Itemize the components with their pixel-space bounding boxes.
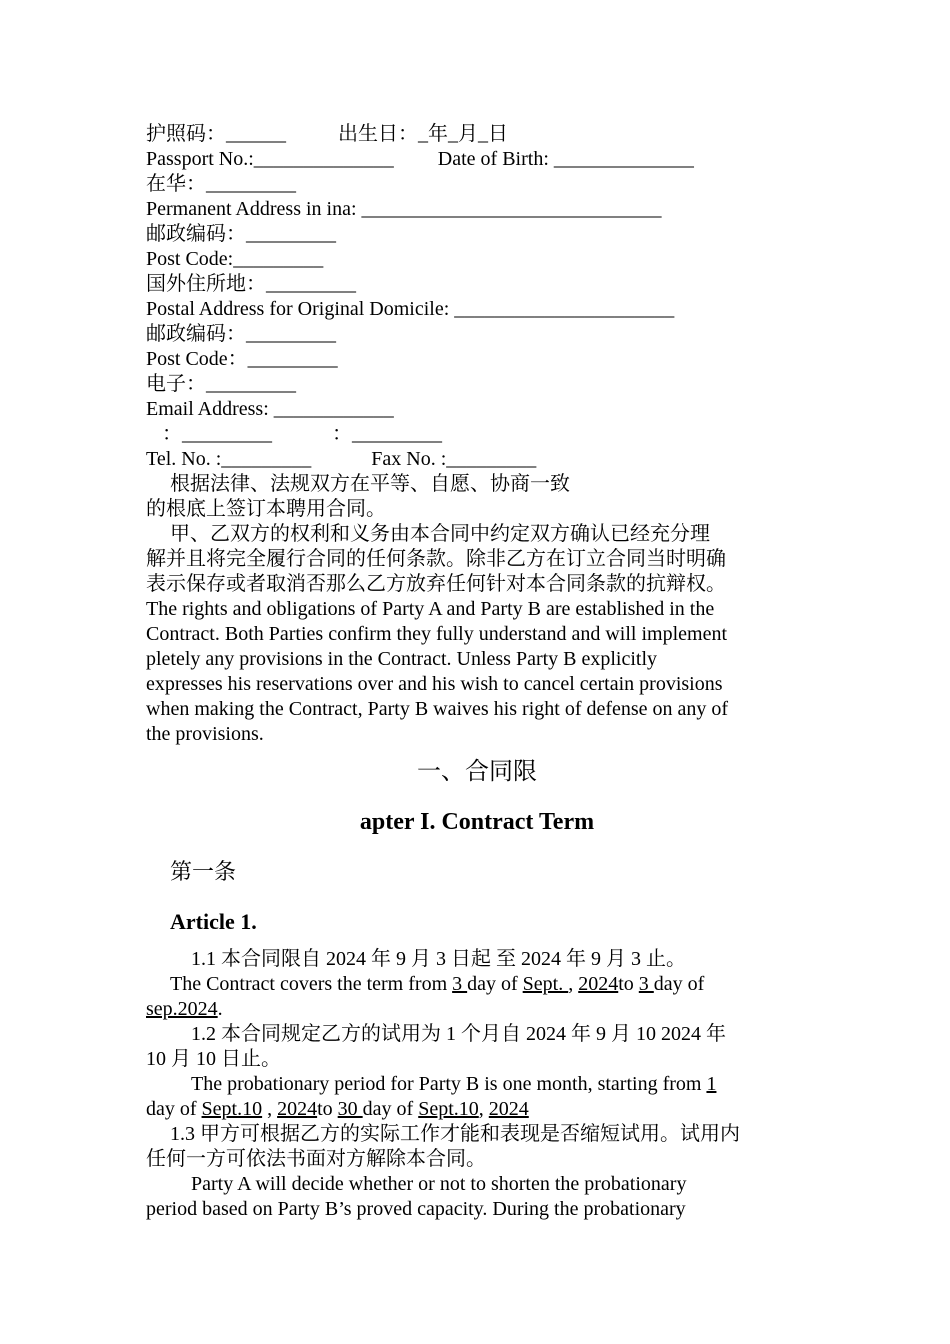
tel-cn-field: ：_________ bbox=[162, 423, 272, 445]
passport-birth-cn-row bbox=[146, 122, 808, 147]
intro-cn-1-line-2: 的根底上签订本聘用合同。 bbox=[146, 498, 386, 520]
birth-cn-field: 出生日：_年_月_日 bbox=[338, 123, 508, 145]
article-title-cn: 第一条 bbox=[170, 859, 237, 884]
clause-1-1-cn: 1.1 本合同限自 2024 年 9 月 3 日起 至 2024 年 9 月 3 止。 bbox=[191, 948, 686, 970]
in-china-cn-field: 在华：_________ bbox=[146, 173, 296, 195]
clause-text: , bbox=[478, 1098, 489, 1120]
birth-en-field: Date of Birth: ______________ bbox=[437, 148, 694, 170]
postcode-cn-field-2: 邮政编码：_________ bbox=[146, 323, 336, 345]
clause-text: to bbox=[317, 1098, 338, 1120]
postcode-en-field-2: Post Code：_________ bbox=[146, 348, 338, 370]
tel-fax-en-row bbox=[146, 447, 808, 472]
probation-start-month-value: Sept.10 bbox=[201, 1098, 263, 1120]
chapter-title-cn: 一、合同限 bbox=[417, 759, 537, 785]
postcode-cn-field-1: 邮政编码：_________ bbox=[146, 223, 336, 245]
intro-en-line-2: Contract. Both Parties confirm they fully understand and will implement bbox=[146, 623, 727, 645]
intro-en-line-6: the provisions. bbox=[146, 723, 264, 745]
start-year-value: 2024 bbox=[578, 973, 619, 995]
postal-address-en-field: Postal Address for Original Domicile: ______________________ bbox=[146, 298, 675, 320]
start-day-value: 3 bbox=[452, 973, 468, 995]
clause-1-3-cn-line-1: 1.3 甲方可根据乙方的实际工作才能和表现是否缩短试用。试用内 bbox=[170, 1123, 740, 1145]
clause-text: day of bbox=[146, 1098, 202, 1120]
clause-1-2-cn-line-2: 10 月 10 日止。 bbox=[146, 1048, 281, 1070]
clause-1-1-en-line-1 bbox=[146, 972, 808, 997]
intro-cn-1-line-1: 根据法律、法规双方在平等、自愿、协商一致 bbox=[170, 473, 570, 495]
passport-en-field: Passport No.:______________ bbox=[146, 148, 394, 170]
clause-text: to bbox=[618, 973, 639, 995]
clause-1-3-en-line-1: Party A will decide whether or not to shorten the probationary bbox=[191, 1173, 687, 1195]
clause-1-2-en-line-2 bbox=[146, 1097, 808, 1122]
article-title-en: Article 1. bbox=[170, 909, 257, 934]
clause-1-1-en-line-2 bbox=[146, 997, 808, 1022]
clause-text: day of bbox=[653, 973, 705, 995]
intro-cn-2-line-2: 解并且将完全履行合同的任何条款。除非乙方在订立合同当时明确 bbox=[146, 548, 726, 570]
probation-start-day-value: 1 bbox=[706, 1073, 717, 1095]
chapter-title-en: apter I. Contract Term bbox=[359, 809, 595, 835]
clause-text: , bbox=[262, 1098, 278, 1120]
tel-en-field: Tel. No. :_________ bbox=[146, 448, 312, 470]
fax-cn-field: ：_________ bbox=[332, 423, 442, 445]
end-day-value: 3 bbox=[638, 973, 654, 995]
intro-en-line-5: when making the Contract, Party B waives his right of defense on any of bbox=[146, 698, 729, 720]
clause-1-2-en-line-1 bbox=[146, 1072, 808, 1097]
passport-birth-en-row bbox=[146, 147, 808, 172]
clause-1-2-cn-line-1: 1.2 本合同规定乙方的试用为 1 个月自 2024 年 9 月 10 2024 年 bbox=[191, 1023, 726, 1045]
tel-fax-cn-row bbox=[146, 422, 808, 447]
intro-cn-2-line-3: 表示保存或者取消否那么乙方放弃任何针对本合同条款的抗辩权。 bbox=[146, 573, 726, 595]
clause-1-3-en-line-2: period based on Party B’s proved capacity. During the probationary bbox=[146, 1198, 686, 1220]
clause-text: The Contract covers the term from bbox=[170, 973, 453, 995]
intro-en-line-1: The rights and obligations of Party A and Party B are established in the bbox=[146, 598, 715, 620]
postcode-en-field-1: Post Code:_________ bbox=[146, 248, 324, 270]
probation-end-year-value: 2024 bbox=[488, 1098, 529, 1120]
permanent-address-en-field: Permanent Address in ina: ______________________________ bbox=[146, 198, 662, 220]
clause-text: day of bbox=[362, 1098, 419, 1120]
email-cn-field: 电子：_________ bbox=[146, 373, 296, 395]
clause-text: The probationary period for Party B is one month, starting from bbox=[191, 1073, 707, 1095]
start-month-value: Sept. bbox=[522, 973, 569, 995]
probation-end-day-value: 30 bbox=[337, 1098, 363, 1120]
clause-text: . bbox=[217, 998, 223, 1020]
email-en-field: Email Address: ____________ bbox=[146, 398, 394, 420]
clause-text: , bbox=[568, 973, 579, 995]
intro-en-line-3: pletely any provisions in the Contract. Unless Party B explicitly bbox=[146, 648, 658, 670]
foreign-address-cn-field: 国外住所地：_________ bbox=[146, 273, 356, 295]
clause-text: day of bbox=[467, 973, 523, 995]
intro-en-line-4: expresses his reservations over and his wish to cancel certain provisions bbox=[146, 673, 723, 695]
passport-cn-field: 护照码：______ bbox=[146, 123, 286, 145]
end-date-value: sep.2024 bbox=[146, 998, 218, 1020]
intro-cn-2-line-1: 甲、乙双方的权利和义务由本合同中约定双方确认已经充分理 bbox=[170, 523, 710, 545]
fax-en-field: Fax No. :_________ bbox=[371, 448, 537, 470]
contract-page bbox=[146, 122, 808, 1222]
clause-1-3-cn-line-2: 任何一方可依法书面对方解除本合同。 bbox=[146, 1148, 486, 1170]
probation-start-year-value: 2024 bbox=[277, 1098, 318, 1120]
probation-end-month-value: Sept.10 bbox=[418, 1098, 479, 1120]
